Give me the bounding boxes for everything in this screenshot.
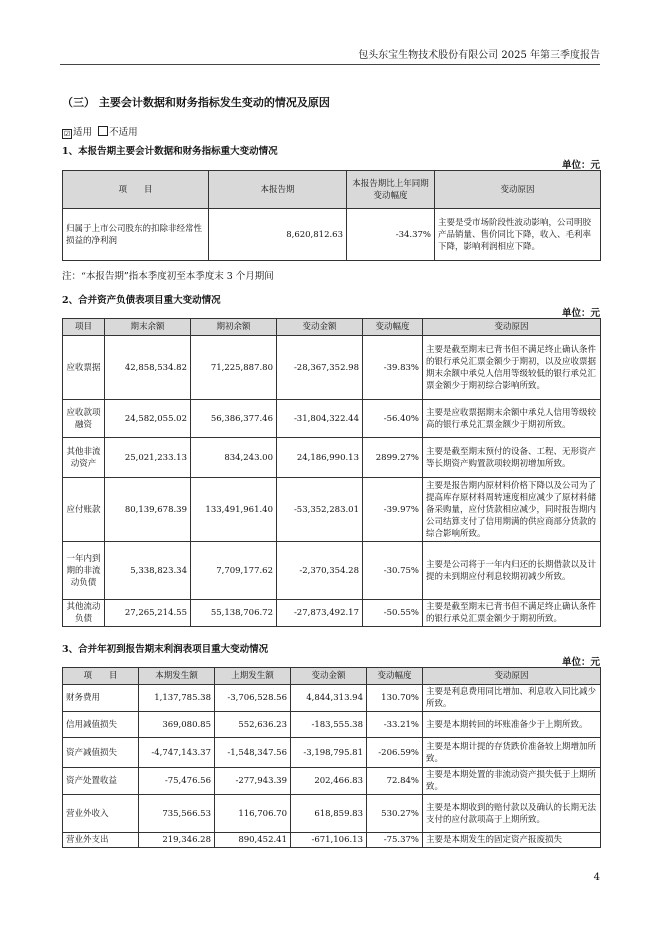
- t2-cell-reason: 主要是报告期内原材料价格下降以及公司为了提高库存原材料周转速度相应减少了原材料储备采购量，应付货款相应减少，同时报告期内公司结算支付了信用期满的供应商部分货款的综合影响所致。: [423, 478, 601, 542]
- t2-cell-amount: 24,186,990.13: [277, 438, 363, 478]
- table-row: [63, 833, 601, 848]
- table-row: [63, 600, 601, 627]
- t3-cell-pct: -33.21%: [367, 712, 423, 738]
- table-row: [63, 400, 601, 438]
- table-row: [63, 209, 601, 261]
- t2-cell-begin: 834,243.00: [191, 438, 277, 478]
- t3-cell-prior: -1,548,347.56: [215, 738, 291, 768]
- t1-cell-change: -34.37%: [347, 209, 435, 261]
- t2-cell-amount: -53,352,283.01: [277, 478, 363, 542]
- t3-cell-current: 735,566.53: [139, 795, 215, 833]
- t3-cell-prior: 552,636.23: [215, 712, 291, 738]
- t2-cell-item: 其他流动负债: [63, 600, 105, 627]
- not-applicable-label: 不适用: [109, 127, 138, 138]
- t2-cell-end: 25,021,233.13: [105, 438, 191, 478]
- t2-header-item: 项目: [63, 319, 105, 336]
- t2-header-end: 期末余额: [105, 319, 191, 336]
- t3-cell-pct: 72.84%: [367, 768, 423, 795]
- t3-cell-amount: 618,859.83: [291, 795, 367, 833]
- t2-cell-item: 应付账款: [63, 478, 105, 542]
- t3-cell-amount: -183,555.38: [291, 712, 367, 738]
- t3-header-pct: 变动幅度: [367, 668, 423, 685]
- t2-cell-pct: -39.97%: [363, 478, 423, 542]
- t3-cell-item: 营业外支出: [63, 833, 139, 848]
- sub1-table: [62, 170, 601, 261]
- table-row: [63, 768, 601, 795]
- t1-cell-reason: 主要是受市场阶段性波动影响，公司明胶产品销量、售价同比下降，收入、毛利率下降，影响利润相应下降。: [435, 209, 601, 261]
- sub3-title: 3、合并年初到报告期末利润表项目重大变动情况: [62, 644, 269, 655]
- t3-cell-reason: 主要是本期发生的固定资产报废损失: [423, 833, 601, 848]
- sub2-title: 2、合并资产负债表项目重大变动情况: [62, 295, 221, 306]
- t2-cell-item: 其他非流动资产: [63, 438, 105, 478]
- t3-cell-reason: 主要是本期收到的赔付款以及确认的长期无法支付的应付款项高于上期所致。: [423, 795, 601, 833]
- t3-cell-current: 219,346.28: [139, 833, 215, 848]
- t3-cell-amount: -3,198,795.81: [291, 738, 367, 768]
- t3-cell-reason: 主要是本期转回的坏账准备少于上期所致。: [423, 712, 601, 738]
- sub3-unit: 单位：元: [561, 657, 600, 668]
- page-header: 包头东宝生物技术股份有限公司 2025 年第三季度报告: [60, 46, 600, 65]
- t3-cell-item: 财务费用: [63, 685, 139, 712]
- t2-cell-pct: -56.40%: [363, 400, 423, 438]
- t2-cell-end: 24,582,055.02: [105, 400, 191, 438]
- t3-cell-item: 资产减值损失: [63, 738, 139, 768]
- t3-cell-item: 营业外收入: [63, 795, 139, 833]
- sub2-unit: 单位：元: [561, 308, 600, 319]
- t3-cell-reason: 主要是本期计提的存货跌价准备较上期增加所致。: [423, 738, 601, 768]
- t3-cell-pct: -75.37%: [367, 833, 423, 848]
- applicable-line: [62, 124, 138, 139]
- t2-header-amount: 变动金额: [277, 319, 363, 336]
- t2-cell-begin: 7,709,177.62: [191, 542, 277, 600]
- t1-header-current: 本报告期: [209, 171, 347, 209]
- table-row: [63, 542, 601, 600]
- t2-cell-reason: 主要是截至期末预付的设备、工程、无形资产等长期资产购置款项较期初增加所致。: [423, 438, 601, 478]
- t2-cell-end: 42,858,534.82: [105, 336, 191, 400]
- t3-header-prior: 上期发生额: [215, 668, 291, 685]
- sub1-note: 注：“本报告期”指本季度初至本季度末 3 个月期间: [62, 271, 274, 282]
- t2-cell-begin: 56,386,377.46: [191, 400, 277, 438]
- t3-cell-reason: 主要是利息费用同比增加、利息收入同比减少所致。: [423, 685, 601, 712]
- t3-header-item: 项 目: [63, 668, 139, 685]
- t2-cell-reason: 主要是截至期末已背书但不满足终止确认条件的银行承兑汇票金额少于期初所致。: [423, 600, 601, 627]
- table-row: [63, 712, 601, 738]
- table-row: [63, 795, 601, 833]
- t2-cell-reason: 主要是应收票据期末余额中承兑人信用等级较高的银行承兑汇票金额少于期初所致。: [423, 400, 601, 438]
- t2-cell-pct: -39.83%: [363, 336, 423, 400]
- t3-cell-current: -4,747,143.37: [139, 738, 215, 768]
- t3-cell-pct: -206.59%: [367, 738, 423, 768]
- t2-cell-pct: -50.55%: [363, 600, 423, 627]
- t2-header-pct: 变动幅度: [363, 319, 423, 336]
- t2-cell-end: 5,338,823.34: [105, 542, 191, 600]
- t3-cell-prior: 116,706.70: [215, 795, 291, 833]
- section-title: （三） 主要会计数据和财务指标发生变动的情况及原因: [62, 96, 330, 109]
- t2-cell-begin: 133,491,961.40: [191, 478, 277, 542]
- t1-header-reason: 变动原因: [435, 171, 601, 209]
- table-row: [63, 738, 601, 768]
- sub1-title: 1、本报告期主要会计数据和财务指标重大变动情况: [62, 146, 278, 157]
- t2-header-begin: 期初余额: [191, 319, 277, 336]
- checkbox-checked-icon: ☑: [63, 130, 71, 138]
- t2-cell-item: 应收票据: [63, 336, 105, 400]
- t3-header-current: 本期发生额: [139, 668, 215, 685]
- t2-header-reason: 变动原因: [423, 319, 601, 336]
- t3-cell-item: 资产处置收益: [63, 768, 139, 795]
- t2-cell-begin: 71,225,887.80: [191, 336, 277, 400]
- table-row: [63, 478, 601, 542]
- checkbox-empty-icon: [98, 126, 108, 136]
- table-row: [63, 685, 601, 712]
- t3-cell-amount: -671,106.13: [291, 833, 367, 848]
- t3-header-reason: 变动原因: [423, 668, 601, 685]
- t2-cell-amount: -27,873,492.17: [277, 600, 363, 627]
- t3-cell-pct: 130.70%: [367, 685, 423, 712]
- t3-cell-current: 1,137,785.38: [139, 685, 215, 712]
- page-number: 4: [593, 872, 600, 883]
- t3-cell-item: 信用减值损失: [63, 712, 139, 738]
- t2-cell-begin: 55,138,706.72: [191, 600, 277, 627]
- t2-cell-item: 应收款项融资: [63, 400, 105, 438]
- t3-cell-prior: 890,452.41: [215, 833, 291, 848]
- t2-cell-amount: -31,804,322.44: [277, 400, 363, 438]
- t1-header-item: 项 目: [63, 171, 209, 209]
- t1-cell-current: 8,620,812.63: [209, 209, 347, 261]
- t3-cell-amount: 202,466.83: [291, 768, 367, 795]
- t3-cell-current: 369,080.85: [139, 712, 215, 738]
- t3-cell-amount: 4,844,313.94: [291, 685, 367, 712]
- t2-cell-reason: 主要是公司将于一年内归还的长期借款以及计提的未到期应付利息较期初减少所致。: [423, 542, 601, 600]
- t2-cell-reason: 主要是截至期末已背书但不满足终止确认条件的银行承兑汇票金额少于期初，以及应收票据期末余额中承兑人信用等级较低的银行承兑汇票金额少于期初综合影响所致。: [423, 336, 601, 400]
- sub3-table: [62, 667, 601, 848]
- t3-cell-current: -75,476.56: [139, 768, 215, 795]
- t2-cell-item: 一年内到期的非流动负债: [63, 542, 105, 600]
- t2-cell-pct: -30.75%: [363, 542, 423, 600]
- t3-header-amount: 变动金额: [291, 668, 367, 685]
- t2-cell-amount: -2,370,354.28: [277, 542, 363, 600]
- t1-cell-item: 归属于上市公司股东的扣除非经常性损益的净利润: [63, 209, 209, 261]
- sub1-unit: 单位：元: [561, 160, 600, 171]
- sub2-table: [62, 318, 601, 627]
- t3-cell-pct: 530.27%: [367, 795, 423, 833]
- t3-cell-reason: 主要是本期处置的非流动资产损失低于上期所致。: [423, 768, 601, 795]
- applicable-label: 适用: [73, 127, 93, 138]
- t3-cell-prior: -3,706,528.56: [215, 685, 291, 712]
- t1-header-change: 本报告期比上年同期变动幅度: [347, 171, 435, 209]
- t2-cell-pct: 2899.27%: [363, 438, 423, 478]
- t2-cell-end: 80,139,678.39: [105, 478, 191, 542]
- t3-cell-prior: -277,943.39: [215, 768, 291, 795]
- table-row: [63, 438, 601, 478]
- t2-cell-amount: -28,367,352.98: [277, 336, 363, 400]
- table-row: [63, 336, 601, 400]
- t2-cell-end: 27,265,214.55: [105, 600, 191, 627]
